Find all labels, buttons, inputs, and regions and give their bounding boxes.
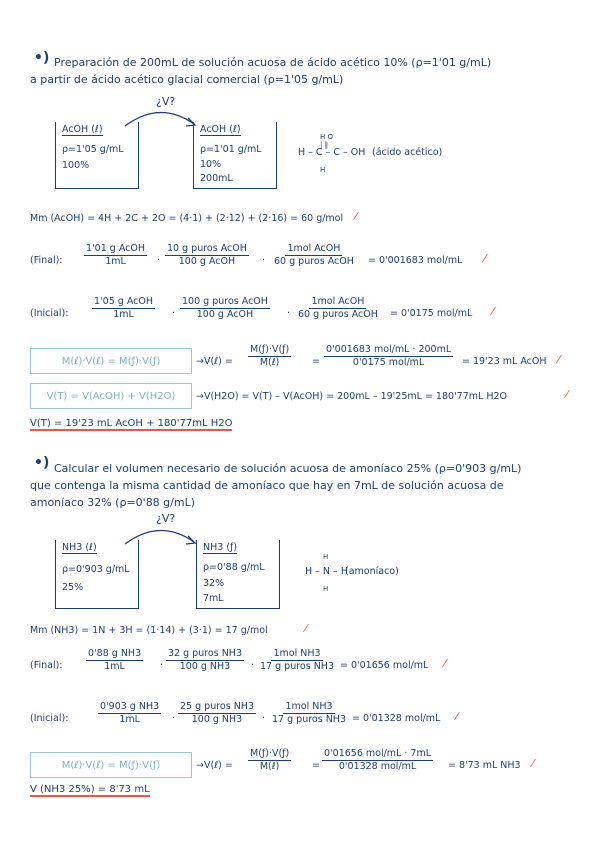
s1-water-volume: →V(H2O) = V(T) – V(AcOH) = 200mL – 19'25mL = 180'77mL H2O (196, 391, 507, 402)
s2-title-line2: que contenga la misma cantidad de amoníaco que hay en 7mL de solución acuosa de (30, 479, 504, 492)
s1-volume-fraction: M(ƒ)·V(ƒ) M(ℓ) (250, 344, 290, 368)
s1-volume-arrow: →V(ℓ) = (196, 356, 233, 367)
s1-initial-factor3: 1mol AcOH 60 g puros AcOH (298, 296, 378, 320)
s2-dilution-formula-box: M(ℓ)·V(ℓ) = M(ƒ)·V(ƒ) (30, 752, 192, 778)
s2-final-factor2: 32 g puros NH3 100 g NH3 (168, 648, 242, 672)
s1-initial-result: = 0'0175 mol/mL (390, 308, 473, 319)
s2-struct-main: H – N – H (305, 566, 348, 577)
s2-beaker-final-head: NH3 (ƒ) (203, 542, 238, 553)
s1-molar-mass-check: ⁄ (355, 210, 357, 223)
s1-beaker-final-density: ρ=1'01 g/mL (200, 144, 262, 155)
s1-final-result: = 0'001683 mol/mL (368, 255, 463, 266)
s1-initial-factor2: 100 g puros AcOH 100 g AcOH (182, 296, 268, 320)
s2-beaker-final-density: ρ=0'88 g/mL (203, 562, 265, 573)
s2-final-factor1: $\frac{\text{0'88 g NH3}}{1mL}$ (88, 648, 142, 672)
s2-question: ¿V? (156, 512, 176, 525)
s1-final-factor3: 1mol AcOH 60 g puros AcOH (274, 243, 354, 267)
s2-initial-factor1: $\frac{\text{0'903 g NH3}}{1mL}$ (100, 701, 160, 725)
s2-molar-mass: Mm (NH3) = 1N + 3H = (1·14) + (3·1) = 17 g/mol (30, 625, 268, 636)
bullet-2: •) (34, 455, 50, 471)
s2-initial-result: = 0'01328 mol/mL (352, 713, 441, 724)
s1-beaker-final-head: AcOH (ℓ) (200, 124, 241, 135)
s1-beaker-final-percent: 10% (200, 159, 222, 170)
s1-struct-bottom: H (320, 166, 326, 174)
s2-volume-arrow: →V(ℓ) = (196, 760, 233, 771)
s1-question: ¿V? (156, 95, 176, 108)
s1-beaker-initial-density: ρ=1'05 g/mL (62, 144, 124, 155)
s2-struct-top: H (323, 553, 329, 561)
s2-struct-name: (amoníaco) (345, 566, 399, 577)
s2-final-answer: V (NH3 25%) = 8'73 mL (30, 784, 150, 795)
s2-final-label: (Final): (30, 660, 63, 671)
s2-volume-result: = 8'73 mL NH3 (448, 760, 521, 771)
s2-beaker-initial-head: NH3 (ℓ) (62, 542, 97, 553)
s1-beaker-initial-percent: 100% (62, 160, 90, 171)
s1-initial-label: (Inicial): (30, 308, 69, 319)
s2-beaker-final (196, 540, 280, 609)
s2-volume-fraction: M(ƒ)·V(ƒ) M(ℓ) (250, 748, 290, 772)
s1-dilution-formula-box: M(ℓ)·V(ℓ) = M(ƒ)·V(ƒ) (30, 348, 192, 374)
s2-beaker-final-percent: 32% (203, 578, 225, 589)
s2-volume-fraction-values: 0'01656 mol/mL · 7mL 0'01328 mol/mL (324, 748, 432, 772)
s2-title-line1: Calcular el volumen necesario de solución acuosa de amoníaco 25% (ρ=0'903 g/mL) (54, 462, 522, 475)
s1-final-label: (Final): (30, 255, 63, 266)
s1-volume-result: = 19'23 mL AcOH (462, 356, 547, 367)
s1-final-factor2: 10 g puros AcOH 100 g AcOH (167, 243, 247, 267)
s2-initial-label: (Inicial): (30, 713, 69, 724)
s1-volume-fraction-values: 0'001683 mol/mL · 200mL 0'0175 mol/mL (326, 344, 452, 368)
s1-molar-mass: Mm (AcOH) = 4H + 2C + 2O = (4·1) + (2·12) + (2·16) = 60 g/mol (30, 213, 344, 224)
s2-beaker-initial-density: ρ=0'903 g/mL (62, 564, 130, 575)
s1-struct-main: H – C – C – OH (298, 147, 366, 158)
s1-struct-bonds: | ‖ (320, 141, 329, 149)
s2-final-factor3: 1mol NH3 17 g puros NH3 (260, 648, 334, 672)
s2-initial-factor3: 1mol NH3 17 g puros NH3 (272, 701, 346, 725)
s1-beaker-initial-head: AcOH (ℓ) (62, 124, 103, 135)
s2-beaker-initial-percent: 25% (62, 582, 84, 593)
s1-beaker-final (193, 122, 277, 189)
s1-title-line2: a partir de ácido acético glacial comercial (ρ=1'05 g/mL) (30, 73, 344, 86)
s1-total-volume-formula-box: V(T) = V(AcOH) + V(H2O) (30, 383, 192, 409)
s1-struct-name: (ácido acético) (372, 147, 443, 158)
s2-final-result: = 0'01656 mol/mL (340, 660, 429, 671)
s1-beaker-initial (55, 122, 139, 189)
s2-initial-factor2: 25 g puros NH3 100 g NH3 (180, 701, 254, 725)
bullet-1: •) (34, 50, 50, 66)
notes-page: •) Preparación de 200mL de solución acuosa de ácido acético 10% (ρ=1'01 g/mL) a partir de ácido acético glacial comercial (ρ=1'05 g/mL) ¿V? AcOH (ℓ) ρ=1'05 g/mL 100% AcOH (ℓ) ρ=1'01 g/mL 10% 200mL H O | ‖ H – C – C – OH (ácido acético) H Mm (AcOH) = 4H + 2C + 2O = (4·1) + (2·12) + (2·16) = 60 g/mol ⁄ (Final): 1'01 g AcOH 1mL · 10 g puros AcOH 100 g AcOH · 1mol AcOH 60 g puros AcOH = 0'001683 mol/mL ⁄ (Inicial): 1'05 g AcOH 1mL · 100 g puros AcOH 100 g AcOH · 1mol AcOH 60 g puros AcOH = 0'0175 mol/mL ⁄ M(ℓ)·V(ℓ) = M(ƒ)·V(ƒ) V(T) = V(AcOH) + V(H2O) →V(ℓ) = M(ƒ)·V(ƒ) M(ℓ) = 0'001683 mol/mL · 200mL 0'0175 mol/mL = 19'23 mL AcOH ⁄ →V(H2O) = V(T) – V(AcOH) = 200mL – 19'25mL = 180'77mL H2O ⁄ V(T) = 19'23 mL AcOH + 180'77mL H2O •) Calcular el volumen necesario de solución acuosa de amoníaco 25% (ρ=0'903 g/mL) que contenga la misma cantidad de amoníaco que hay en 7mL de solución acuosa de amoníaco 32% (ρ=0'88 g/mL) ¿V? NH3 (ℓ) ρ=0'903 g/mL 25% NH3 (ƒ) ρ=0'88 g/mL 32% 7mL H H – N – H (amoníaco) H Mm (NH3) = 1N + 3H = (1·14) + (3·1) = 17 g/mol ⁄ (Final): $\frac{\text{0'88 g NH3}}{1mL}$ · 32 g puros NH3 100 g NH3 · 1mol NH3 17 g puros NH3 = 0'01656 mol/mL ⁄ (Inicial): $\frac{\text{0'903 g NH3}}{1mL}$ · 25 g puros NH3 100 g NH3 · 1mol NH3 17 g puros NH3 = 0'01328 mol/mL ⁄ M(ℓ)·V(ℓ) = M(ƒ)·V(ƒ) →V(ℓ) = M(ƒ)·V(ƒ) M(ℓ) = 0'01656 mol/mL · 7mL 0'01328 mol/mL = 8'73 mL NH3 ⁄ V (NH3 25%) = 8'73 mL (30, 50, 568, 795)
s1-beaker-final-volume: 200mL (200, 173, 233, 184)
s2-title-line3: amoníaco 32% (ρ=0'88 g/mL) (30, 496, 196, 509)
s1-final-answer: V(T) = 19'23 mL AcOH + 180'77mL H2O (30, 418, 233, 429)
s1-initial-factor1: 1'05 g AcOH 1mL (94, 296, 153, 320)
s1-title-line1: Preparación de 200mL de solución acuosa de ácido acético 10% (ρ=1'01 g/mL) (54, 56, 492, 69)
s1-struct-top: H O (320, 133, 333, 141)
s2-struct-bottom: H (323, 585, 329, 593)
s2-beaker-final-volume: 7mL (203, 593, 224, 604)
s2-beaker-initial (55, 540, 139, 609)
s1-final-factor1: 1'01 g AcOH 1mL (86, 243, 145, 267)
